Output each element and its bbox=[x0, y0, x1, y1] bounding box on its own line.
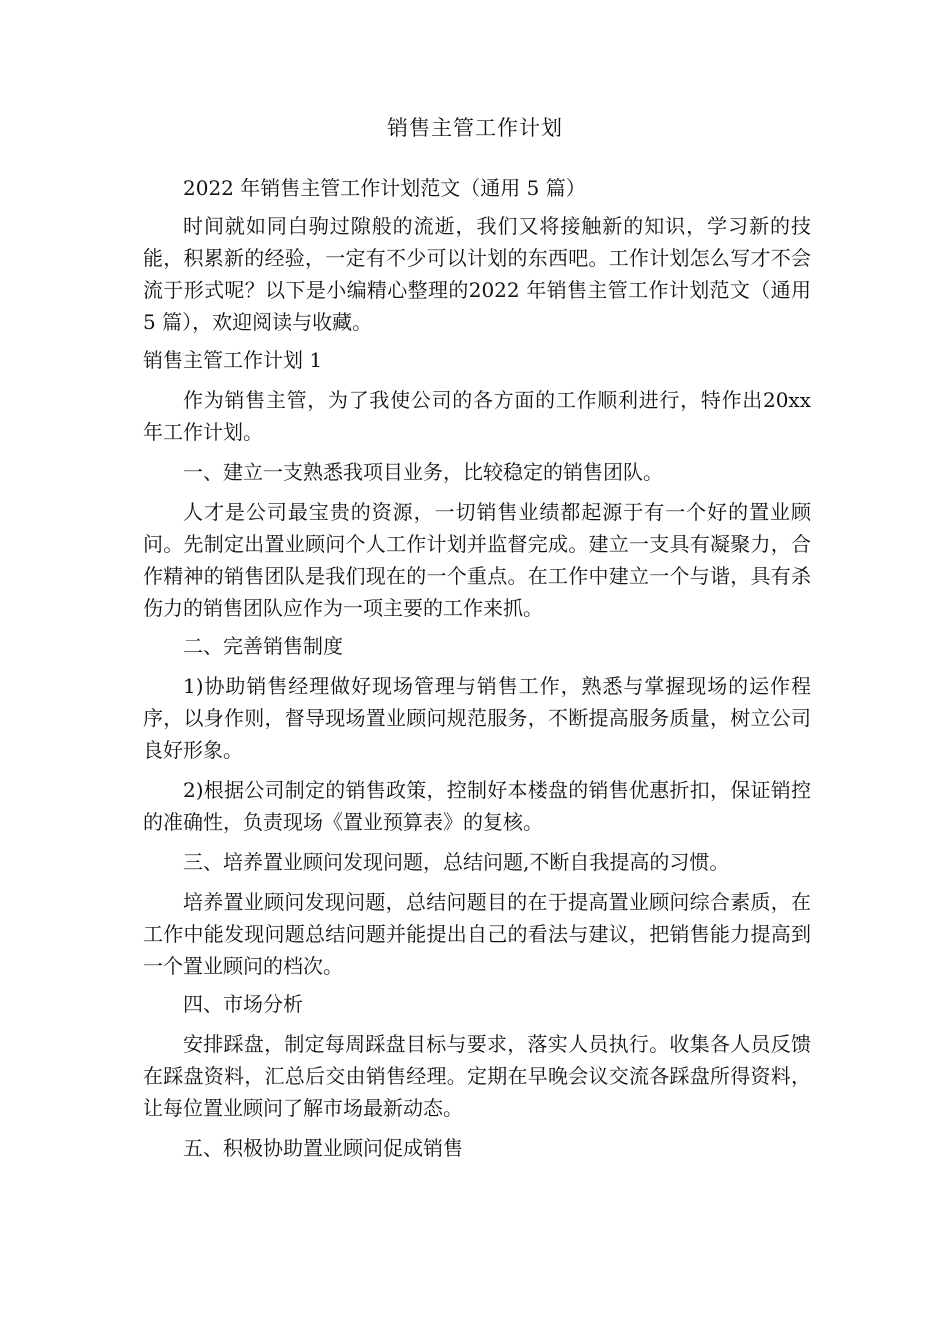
subtitle-paragraph: 2022 年销售主管工作计划范文（通用 5 篇） bbox=[183, 176, 586, 200]
intro-paragraph: 时间就如同白驹过隙般的流逝，我们又将接触新的知识，学习新的技能，积累新的经验，一定有不少可以计划的东西吧。工作计划怎么写才不会流于形式呢？以下是小编精心整理的2022 年销售主管工作计划范文（通用 5 篇），欢迎阅读与收藏。 bbox=[143, 214, 811, 334]
body-paragraph: 2)根据公司制定的销售政策，控制好本楼盘的销售优惠折扣，保证销控的准确性，负责现场《置业预算表》的复核。 bbox=[143, 778, 811, 834]
body-paragraph: 人才是公司最宝贵的资源，一切销售业绩都起源于有一个好的置业顾问。先制定出置业顾问个人工作计划并监督完成。建立一支具有凝聚力，合作精神的销售团队是我们现在的一个重点。在工作中建立一个与谐，具有杀伤力的销售团队应作为一项主要的工作来抓。 bbox=[143, 500, 811, 620]
body-paragraph: 培养置业顾问发现问题，总结问题目的在于提高置业顾问综合素质，在工作中能发现问题总结问题并能提出自己的看法与建议，把销售能力提高到一个置业顾问的档次。 bbox=[143, 890, 811, 978]
body-paragraph: 安排踩盘，制定每周踩盘目标与要求，落实人员执行。收集各人员反馈在踩盘资料，汇总后交由销售经理。定期在早晚会议交流各踩盘所得资料，让每位置业顾问了解市场最新动态。 bbox=[143, 1032, 811, 1120]
section-lead-paragraph: 作为销售主管，为了我使公司的各方面的工作顺利进行，特作出20xx 年工作计划。 bbox=[143, 388, 811, 444]
section-title: 销售主管工作计划 1 bbox=[143, 348, 323, 372]
document-title: 销售主管工作计划 bbox=[387, 116, 563, 140]
section-heading: 一、建立一支熟悉我项目业务，比较稳定的销售团队。 bbox=[183, 460, 663, 484]
body-paragraph: 1)协助销售经理做好现场管理与销售工作，熟悉与掌握现场的运作程序，以身作则，督导现场置业顾问规范服务，不断提高服务质量，树立公司良好形象。 bbox=[143, 674, 811, 762]
document-body bbox=[143, 172, 811, 1164]
section-heading: 二、完善销售制度 bbox=[183, 634, 343, 658]
section-heading: 四、市场分析 bbox=[183, 992, 303, 1016]
section-heading: 五、积极协助置业顾问促成销售 bbox=[183, 1136, 463, 1160]
section-heading: 三、培养置业顾问发现问题，总结问题,不断自我提高的习惯。 bbox=[183, 850, 730, 874]
